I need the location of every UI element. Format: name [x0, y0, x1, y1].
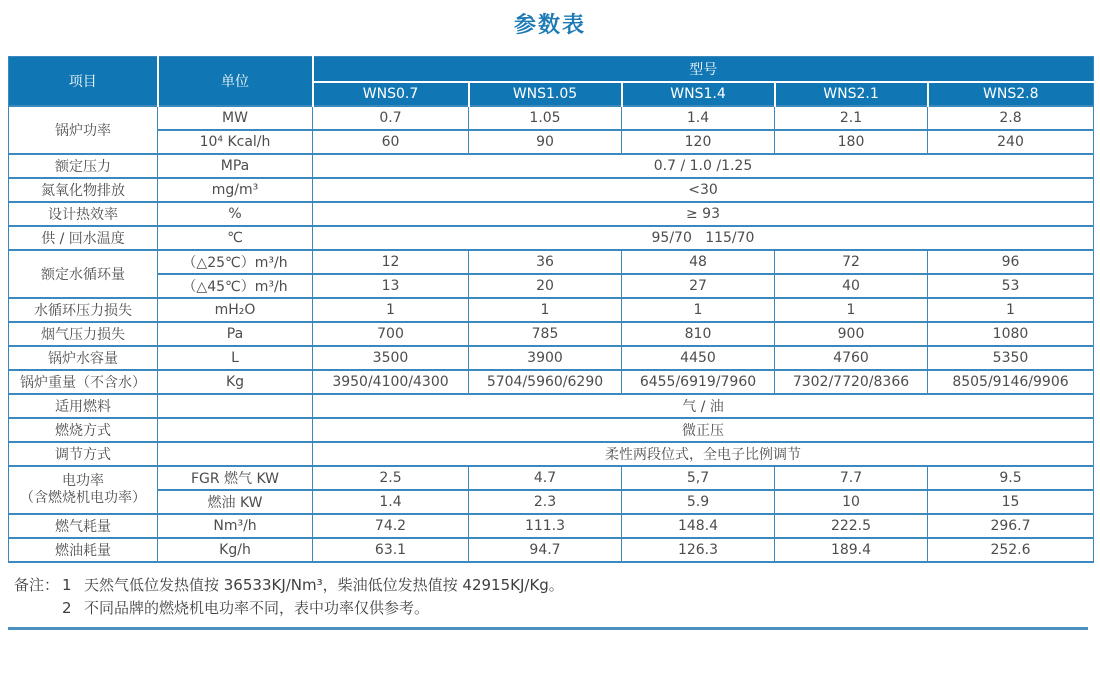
- col-header-model-wns2-8: WNS2.8: [928, 82, 1094, 106]
- item-cell: 额定压力: [9, 154, 158, 178]
- col-header-item: 项目: [9, 57, 158, 106]
- item-line-1: 电功率: [62, 472, 104, 489]
- unit-cell: %: [158, 202, 313, 226]
- value-cell: 900: [775, 322, 928, 346]
- item-cell: 烟气压力损失: [9, 322, 158, 346]
- value-cell: 74.2: [313, 514, 469, 538]
- value-cell: 10: [775, 490, 928, 514]
- item-cell: 锅炉重量（不含水）: [9, 370, 158, 394]
- value-cell: 126.3: [622, 538, 775, 562]
- unit-cell: （△25℃）m³/h: [158, 250, 313, 274]
- item-cell: 供 / 回水温度: [9, 226, 158, 250]
- item-cell: 适用燃料: [9, 394, 158, 418]
- merged-value-cell: ≥ 93: [313, 202, 1094, 226]
- table-row: [9, 346, 1094, 370]
- value-cell: 148.4: [622, 514, 775, 538]
- value-cell: 90: [469, 130, 622, 154]
- value-cell: 20: [469, 274, 622, 298]
- table-row: [9, 322, 1094, 346]
- table-row: [9, 298, 1094, 322]
- value-cell: 240: [928, 130, 1094, 154]
- table-body: [9, 106, 1094, 562]
- value-cell: 1.05: [469, 106, 622, 130]
- table-row: [9, 106, 1094, 130]
- item-cell: 燃气耗量: [9, 514, 158, 538]
- value-cell: 5,7: [622, 466, 775, 490]
- value-cell: 296.7: [928, 514, 1094, 538]
- unit-cell: MW: [158, 106, 313, 130]
- item-cell: 氮氧化物排放: [9, 178, 158, 202]
- note-line: [14, 574, 1100, 597]
- unit-cell: mH₂O: [158, 298, 313, 322]
- value-cell: 5350: [928, 346, 1094, 370]
- value-cell: 2.1: [775, 106, 928, 130]
- value-cell: 6455/6919/7960: [622, 370, 775, 394]
- merged-value-cell: <30: [313, 178, 1094, 202]
- value-cell: 222.5: [775, 514, 928, 538]
- value-cell: 96: [928, 250, 1094, 274]
- value-cell: 4450: [622, 346, 775, 370]
- note-text: 天然气低位发热值按 36533KJ/Nm³，柴油低位发热值按 42915KJ/Kg。: [84, 575, 564, 594]
- page-title: 参数表: [513, 13, 586, 38]
- table-row: [9, 130, 1094, 154]
- table-row: [9, 490, 1094, 514]
- merged-value-cell: 柔性两段位式，全电子比例调节: [313, 442, 1094, 466]
- col-header-model-wns1-4: WNS1.4: [622, 82, 775, 106]
- value-cell: 13: [313, 274, 469, 298]
- item-line-2: （含燃烧机电功率）: [20, 489, 146, 506]
- item-cell: 锅炉功率: [9, 106, 158, 154]
- value-cell: 40: [775, 274, 928, 298]
- parameters-table: [8, 56, 1094, 563]
- value-cell: 53: [928, 274, 1094, 298]
- value-cell: 3900: [469, 346, 622, 370]
- unit-cell: MPa: [158, 154, 313, 178]
- table-row: [9, 514, 1094, 538]
- table-row: [9, 274, 1094, 298]
- unit-cell: Kg/h: [158, 538, 313, 562]
- value-cell: 12: [313, 250, 469, 274]
- table-header: [9, 57, 1094, 106]
- unit-cell: 燃油 KW: [158, 490, 313, 514]
- note-number: 2: [62, 598, 72, 617]
- note-line: [14, 597, 1100, 620]
- value-cell: 7302/7720/8366: [775, 370, 928, 394]
- value-cell: 27: [622, 274, 775, 298]
- table-row: [9, 202, 1094, 226]
- item-cell: 调节方式: [9, 442, 158, 466]
- value-cell: 5704/5960/6290: [469, 370, 622, 394]
- value-cell: 15: [928, 490, 1094, 514]
- value-cell: 1: [313, 298, 469, 322]
- table-row: [9, 442, 1094, 466]
- value-cell: 180: [775, 130, 928, 154]
- value-cell: 36: [469, 250, 622, 274]
- notes-label-spacer: [14, 597, 62, 620]
- unit-cell: 10⁴ Kcal/h: [158, 130, 313, 154]
- unit-cell: L: [158, 346, 313, 370]
- table-row: [9, 466, 1094, 490]
- merged-value-cell: 95/70 115/70: [313, 226, 1094, 250]
- table-row: [9, 154, 1094, 178]
- table-row: [9, 394, 1094, 418]
- value-cell: 2.3: [469, 490, 622, 514]
- unit-cell: ℃: [158, 226, 313, 250]
- value-cell: 9.5: [928, 466, 1094, 490]
- value-cell: 1080: [928, 322, 1094, 346]
- value-cell: 810: [622, 322, 775, 346]
- value-cell: 4760: [775, 346, 928, 370]
- table-row: [9, 226, 1094, 250]
- table-row: [9, 250, 1094, 274]
- item-cell: [9, 466, 158, 514]
- value-cell: 3950/4100/4300: [313, 370, 469, 394]
- unit-cell: Nm³/h: [158, 514, 313, 538]
- value-cell: 4.7: [469, 466, 622, 490]
- value-cell: 1: [622, 298, 775, 322]
- value-cell: 189.4: [775, 538, 928, 562]
- value-cell: 1.4: [313, 490, 469, 514]
- notes: [14, 574, 1100, 620]
- note-text: 不同品牌的燃烧机电功率不同，表中功率仅供参考。: [84, 598, 430, 617]
- value-cell: 2.5: [313, 466, 469, 490]
- table-row: [9, 538, 1094, 562]
- item-cell: 锅炉水容量: [9, 346, 158, 370]
- unit-cell: FGR 燃气 KW: [158, 466, 313, 490]
- merged-value-cell: 微正压: [313, 418, 1094, 442]
- note-number: 1: [62, 575, 72, 594]
- table-row: [9, 178, 1094, 202]
- table-row: [9, 370, 1094, 394]
- value-cell: 111.3: [469, 514, 622, 538]
- col-header-model-wns0-7: WNS0.7: [313, 82, 469, 106]
- unit-cell: [158, 418, 313, 442]
- value-cell: 5.9: [622, 490, 775, 514]
- value-cell: 1: [469, 298, 622, 322]
- notes-label: 备注：: [14, 575, 60, 594]
- table-row: [9, 418, 1094, 442]
- unit-cell: （△45℃）m³/h: [158, 274, 313, 298]
- item-cell: 水循环压力损失: [9, 298, 158, 322]
- col-header-model-group: 型号: [313, 57, 1094, 82]
- item-cell: 燃烧方式: [9, 418, 158, 442]
- value-cell: 8505/9146/9906: [928, 370, 1094, 394]
- value-cell: 1.4: [622, 106, 775, 130]
- value-cell: 2.8: [928, 106, 1094, 130]
- value-cell: 1: [928, 298, 1094, 322]
- unit-cell: [158, 394, 313, 418]
- value-cell: 0.7: [313, 106, 469, 130]
- item-cell: 额定水循环量: [9, 250, 158, 298]
- value-cell: 7.7: [775, 466, 928, 490]
- unit-cell: Kg: [158, 370, 313, 394]
- col-header-model-wns2-1: WNS2.1: [775, 82, 928, 106]
- value-cell: 94.7: [469, 538, 622, 562]
- bottom-rule: [8, 627, 1088, 630]
- value-cell: 700: [313, 322, 469, 346]
- item-cell: 燃油耗量: [9, 538, 158, 562]
- merged-value-cell: 气 / 油: [313, 394, 1094, 418]
- value-cell: 1: [775, 298, 928, 322]
- merged-value-cell: 0.7 / 1.0 /1.25: [313, 154, 1094, 178]
- item-cell: 设计热效率: [9, 202, 158, 226]
- value-cell: 48: [622, 250, 775, 274]
- value-cell: 60: [313, 130, 469, 154]
- value-cell: 252.6: [928, 538, 1094, 562]
- col-header-unit: 单位: [158, 57, 313, 106]
- header-row-group: [9, 57, 1094, 82]
- value-cell: 3500: [313, 346, 469, 370]
- unit-cell: Pa: [158, 322, 313, 346]
- value-cell: 72: [775, 250, 928, 274]
- value-cell: 785: [469, 322, 622, 346]
- value-cell: 120: [622, 130, 775, 154]
- col-header-model-wns1-05: WNS1.05: [469, 82, 622, 106]
- unit-cell: [158, 442, 313, 466]
- value-cell: 63.1: [313, 538, 469, 562]
- unit-cell: mg/m³: [158, 178, 313, 202]
